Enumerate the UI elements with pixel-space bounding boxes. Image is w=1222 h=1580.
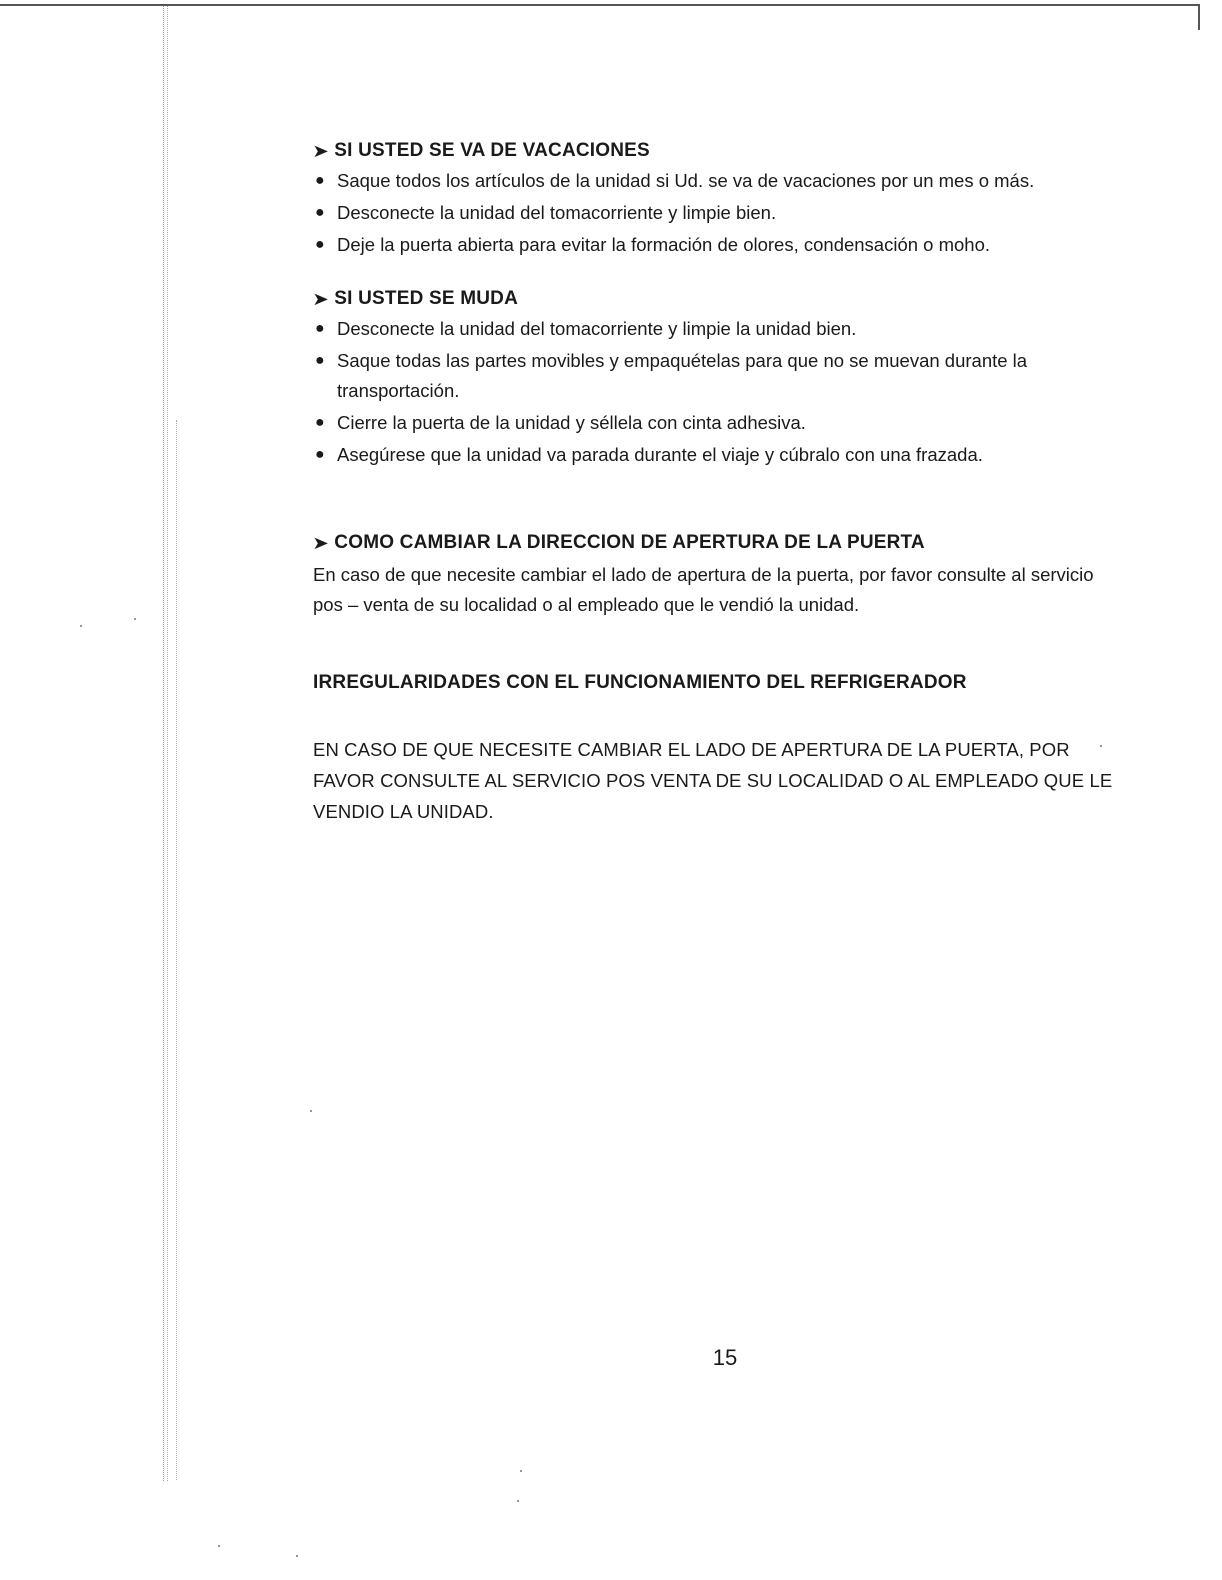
heading-text: SI USTED SE MUDA [334, 288, 519, 309]
section-heading [313, 288, 1123, 310]
binding-edge-inner [176, 420, 178, 1480]
scan-speck [310, 1110, 312, 1112]
list-item-text: Deje la puerta abierta para evitar la formación de olores, condensación o moho. [337, 234, 991, 255]
list-item [313, 408, 1123, 438]
arrow-bullet-icon: ➤ [312, 288, 330, 309]
section-puerta [313, 532, 1123, 620]
section-irregularidades [313, 672, 1123, 827]
scan-speck [520, 1470, 522, 1472]
corner-mark [1198, 4, 1200, 30]
scan-speck [296, 1555, 298, 1557]
section-heading [313, 140, 1123, 162]
section-vacaciones [313, 140, 1123, 260]
heading-text: COMO CAMBIAR LA DIRECCION DE APERTURA DE LA PUERTA [334, 532, 925, 553]
list-item-text: Desconecte la unidad del tomacorriente y limpie bien. [337, 202, 777, 223]
arrow-bullet-icon: ➤ [312, 532, 330, 553]
list-item-text: Saque todas las partes movibles y empaquételas para que no se muevan durante la transportación. [337, 350, 1028, 401]
list-item-text: Asegúrese que la unidad va parada durante el viaje y cúbralo con una frazada. [337, 444, 983, 465]
bullet-dot-icon: ● [315, 446, 325, 463]
section-muda [313, 288, 1123, 470]
list-item [313, 346, 1123, 406]
scan-speck [218, 1545, 220, 1547]
bullet-dot-icon: ● [315, 352, 325, 369]
list-item-text: Saque todos los artículos de la unidad si Ud. se va de vacaciones por un mes o más. [337, 170, 1035, 191]
bullet-dot-icon: ● [315, 414, 325, 431]
scan-speck [517, 1500, 519, 1502]
bullet-dot-icon: ● [315, 172, 325, 189]
section-heading: IRREGULARIDADES CON EL FUNCIONAMIENTO DEL REFRIGERADOR [313, 672, 967, 693]
list-item [313, 440, 1123, 470]
list-item [313, 314, 1123, 344]
section-paragraph: EN CASO DE QUE NECESITE CAMBIAR EL LADO DE APERTURA DE LA PUERTA, POR FAVOR CONSULTE AL SERVICIO POS VENTA DE SU LOCALIDAD O AL EMPLEADO QUE LE VENDIO LA UNIDAD. [313, 739, 1113, 822]
section-paragraph: En caso de que necesite cambiar el lado de apertura de la puerta, por favor consulte al servicio pos – venta de su localidad o al empleado que le vendió la unidad. [313, 564, 1094, 615]
list-item-text: Desconecte la unidad del tomacorriente y limpie la unidad bien. [337, 318, 857, 339]
bullet-dot-icon: ● [315, 204, 325, 221]
bullet-dot-icon: ● [315, 320, 325, 337]
arrow-bullet-icon: ➤ [312, 140, 330, 161]
top-rule [0, 4, 1198, 6]
list-item [313, 230, 1123, 260]
list-item [313, 166, 1123, 196]
heading-text: SI USTED SE VA DE VACACIONES [334, 140, 650, 161]
bullet-dot-icon: ● [315, 236, 325, 253]
binding-edge [163, 6, 168, 1481]
scan-speck [80, 625, 82, 627]
scan-speck [134, 618, 136, 620]
page-content [313, 140, 1123, 846]
page-number: 15 [712, 1345, 738, 1370]
list-item [313, 198, 1123, 228]
bullet-list [313, 314, 1123, 470]
section-heading [313, 532, 1123, 554]
list-item-text: Cierre la puerta de la unidad y séllela con cinta adhesiva. [337, 412, 806, 433]
bullet-list [313, 166, 1123, 260]
